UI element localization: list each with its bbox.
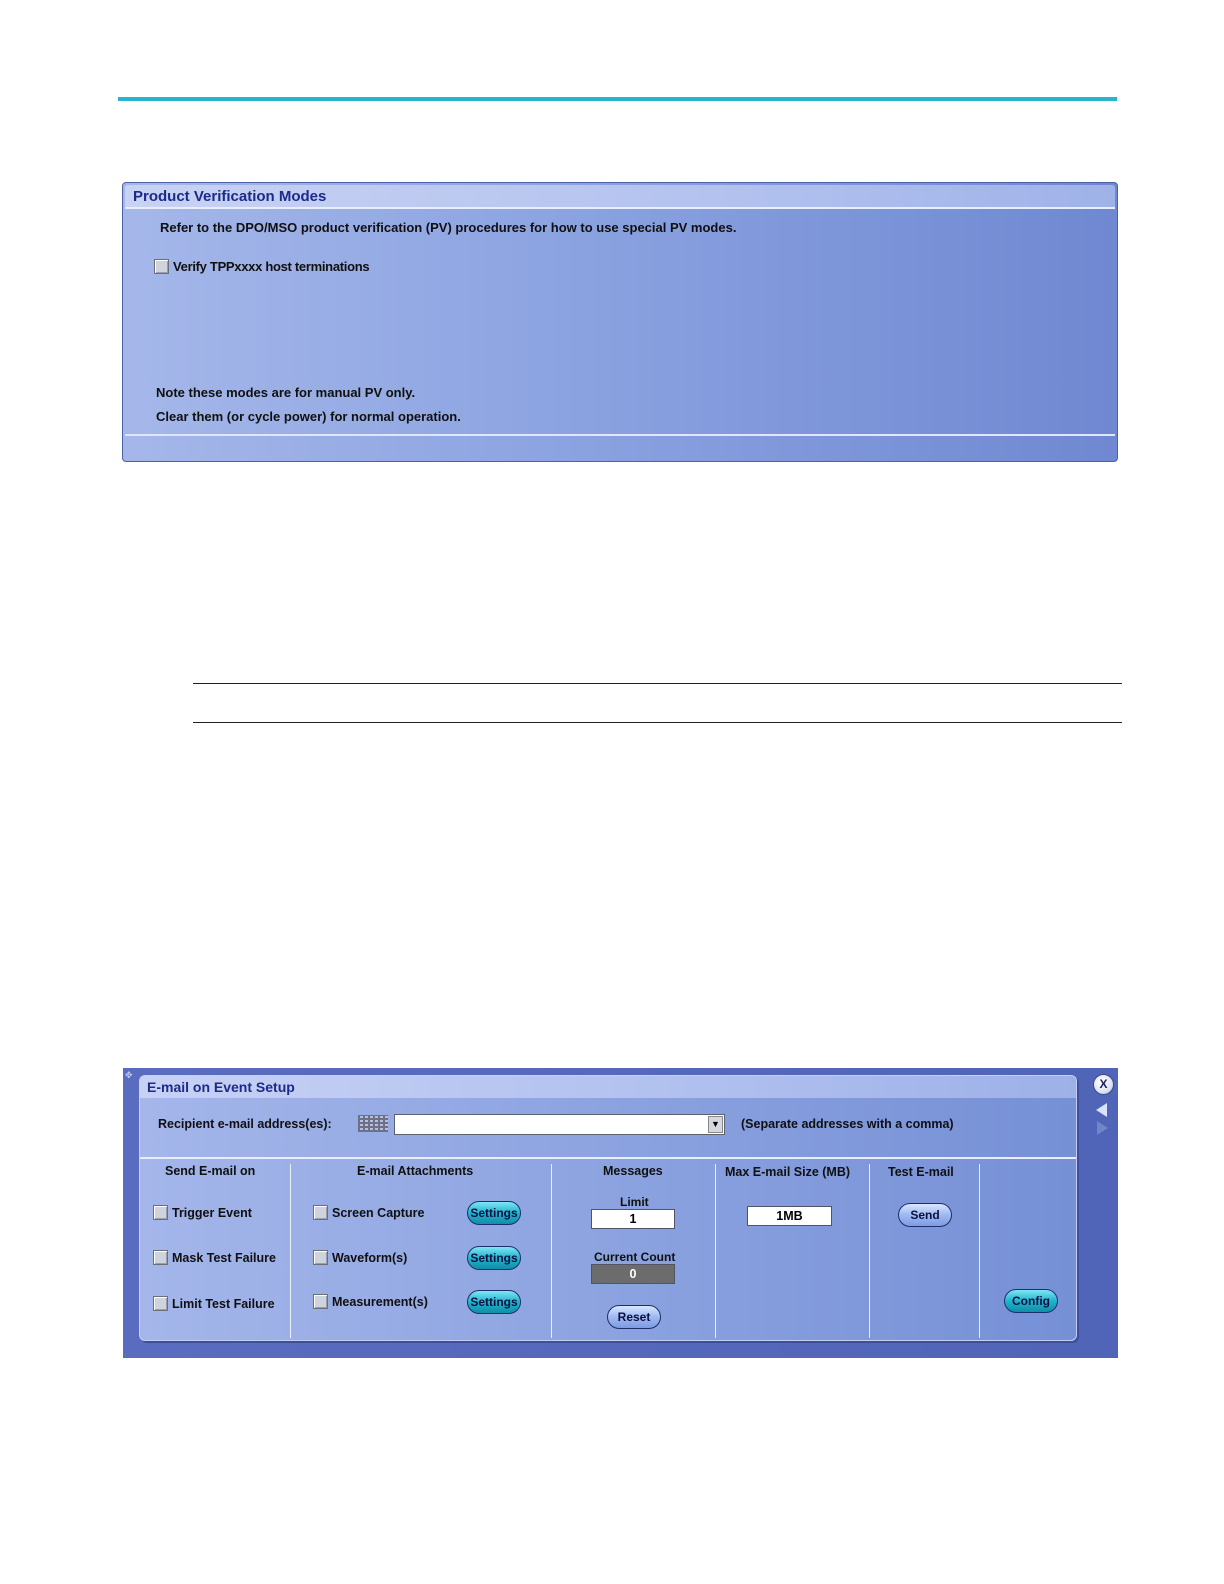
column-divider — [715, 1164, 716, 1338]
verify-tpp-label: Verify TPPxxxx host terminations — [173, 259, 370, 274]
verify-tpp-checkbox[interactable] — [154, 259, 169, 274]
attachments-header: E-mail Attachments — [357, 1164, 474, 1178]
column-divider — [979, 1164, 980, 1338]
header-divider — [140, 1157, 1076, 1159]
email-title: E-mail on Event Setup — [147, 1079, 295, 1095]
pv-titlebar — [125, 185, 1115, 209]
measurements-option[interactable] — [313, 1294, 428, 1309]
trigger-event-checkbox[interactable] — [153, 1205, 168, 1220]
send-on-header: Send E-mail on — [165, 1164, 256, 1178]
max-size-header: Max E-mail Size (MB) — [725, 1165, 851, 1179]
mask-test-failure-label: Mask Test Failure — [172, 1250, 276, 1265]
send-test-button[interactable]: Send — [898, 1203, 952, 1227]
recipient-hint: (Separate addresses with a comma) — [741, 1117, 954, 1131]
email-on-event-window — [123, 1068, 1118, 1358]
dropdown-arrow-icon[interactable]: ▼ — [708, 1116, 723, 1133]
trigger-event-option[interactable] — [153, 1205, 252, 1220]
screen-capture-checkbox[interactable] — [313, 1205, 328, 1220]
pv-footer-divider — [125, 434, 1115, 436]
reset-button[interactable]: Reset — [607, 1305, 661, 1329]
messages-header: Messages — [603, 1164, 663, 1178]
screen-capture-label: Screen Capture — [332, 1205, 425, 1220]
email-titlebar — [140, 1076, 1076, 1098]
measurements-settings-button[interactable]: Settings — [467, 1290, 521, 1314]
product-verification-panel — [122, 182, 1118, 462]
keypad-icon[interactable] — [358, 1115, 388, 1132]
waveforms-label: Waveform(s) — [332, 1250, 408, 1265]
note-rule-bottom — [193, 722, 1122, 723]
measurements-checkbox[interactable] — [313, 1294, 328, 1309]
collapse-left-icon[interactable] — [1096, 1103, 1107, 1117]
limit-test-failure-option[interactable] — [153, 1296, 275, 1311]
expand-right-icon — [1097, 1121, 1108, 1135]
limit-test-failure-checkbox[interactable] — [153, 1296, 168, 1311]
screen-capture-settings-button[interactable]: Settings — [467, 1201, 521, 1225]
screen-capture-option[interactable] — [313, 1205, 424, 1220]
current-count-field: 0 — [591, 1264, 675, 1284]
limit-field[interactable]: 1 — [591, 1209, 675, 1229]
column-divider — [290, 1164, 291, 1338]
current-count-label: Current Count — [594, 1250, 676, 1264]
move-grip-icon[interactable]: ✥ — [125, 1070, 133, 1080]
note-rule-top — [193, 683, 1122, 684]
limit-test-failure-label: Limit Test Failure — [172, 1296, 275, 1311]
test-email-header: Test E-mail — [888, 1165, 954, 1179]
measurements-label: Measurement(s) — [332, 1294, 428, 1309]
recipient-address-combo[interactable] — [394, 1114, 725, 1135]
config-button[interactable]: Config — [1004, 1289, 1058, 1313]
pv-note-line2: Clear them (or cycle power) for normal operation. — [156, 409, 461, 424]
pv-description: Refer to the DPO/MSO product verification (PV) procedures for how to use special PV modes. — [160, 220, 737, 235]
pv-note-line1: Note these modes are for manual PV only. — [156, 385, 416, 400]
waveforms-checkbox[interactable] — [313, 1250, 328, 1265]
trigger-event-label: Trigger Event — [172, 1205, 252, 1220]
column-divider — [551, 1164, 552, 1338]
max-size-field[interactable]: 1MB — [747, 1206, 832, 1226]
pv-title: Product Verification Modes — [133, 188, 327, 205]
header-rule — [118, 97, 1117, 101]
waveforms-settings-button[interactable]: Settings — [467, 1246, 521, 1270]
close-icon[interactable]: X — [1093, 1074, 1114, 1095]
limit-label: Limit — [620, 1195, 649, 1209]
mask-test-failure-option[interactable] — [153, 1250, 276, 1265]
waveforms-option[interactable] — [313, 1250, 407, 1265]
column-divider — [869, 1164, 870, 1338]
verify-tpp-option[interactable] — [154, 259, 369, 274]
recipient-label: Recipient e-mail address(es): — [158, 1117, 332, 1131]
email-setup-panel — [139, 1075, 1077, 1341]
mask-test-failure-checkbox[interactable] — [153, 1250, 168, 1265]
